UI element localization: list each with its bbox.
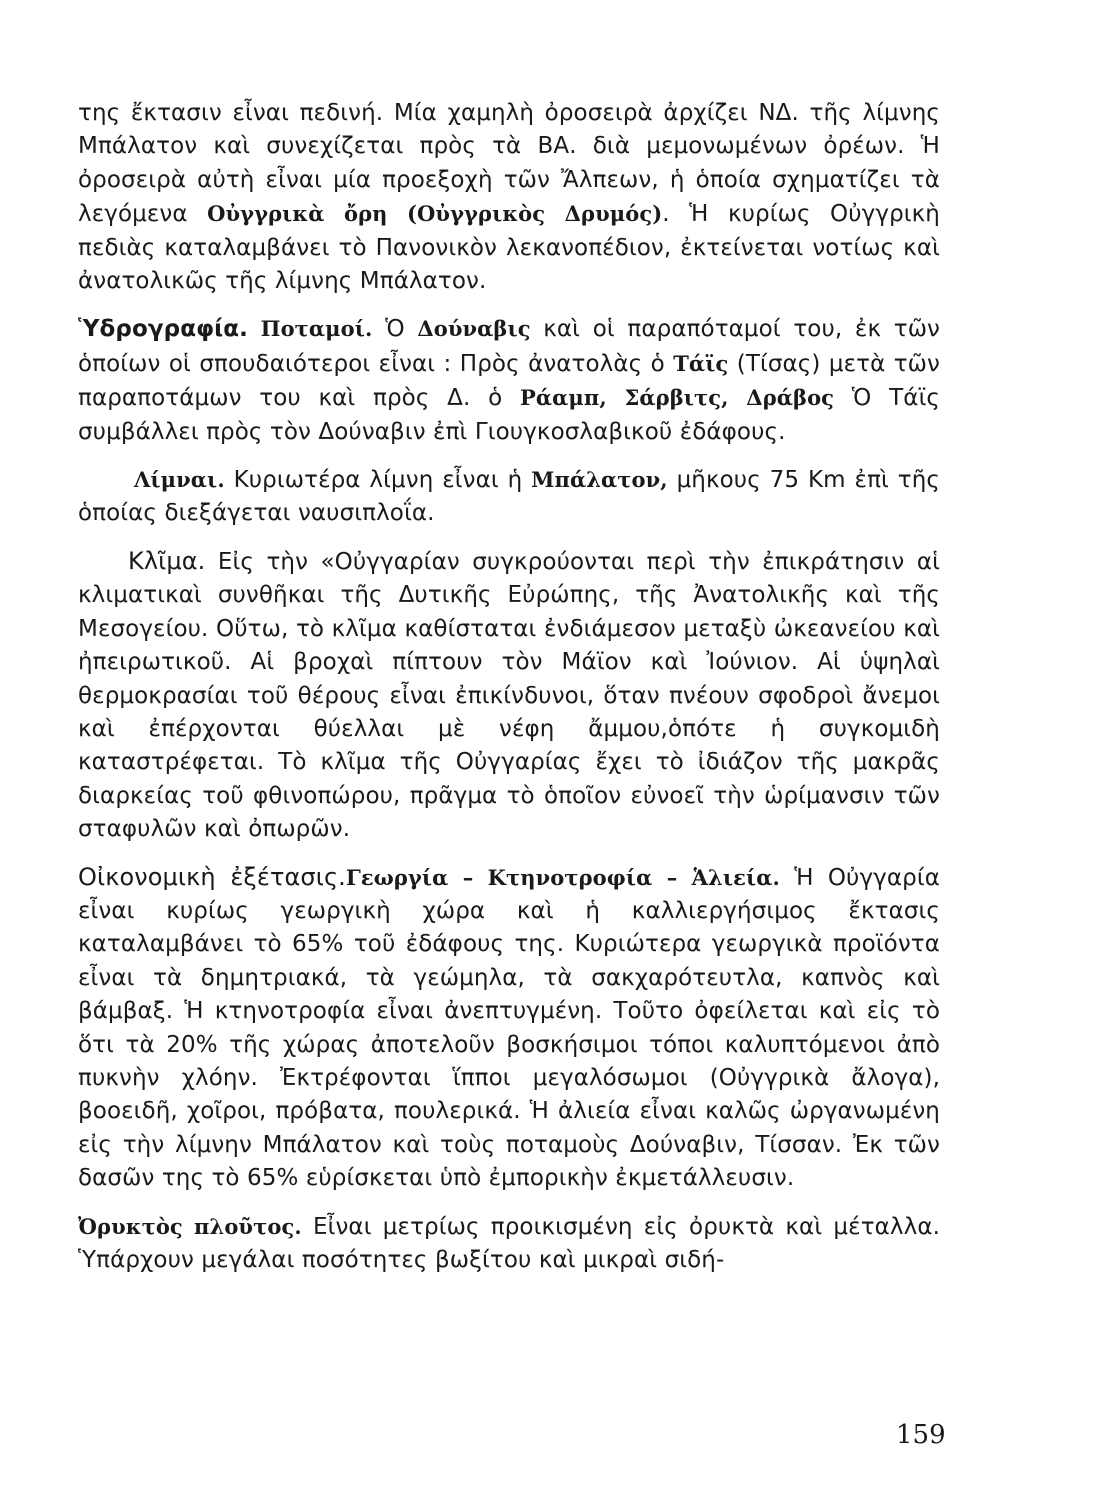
text: Ἡ Οὐγγαρία εἶναι κυρίως γεωργικὴ χώρα καὶ ἡ καλλιεργήσιμος ἔκτασις καταλαμβάνει τὸ 65% τοῦ ἐδάφους της. Κυριώτερα γεωργικὰ προϊόντα εἶναι τὰ δημητριακά, τὰ γεώμηλα, τὰ σακχαρότευτλα, καπνὸς καὶ βάμβαξ. Ἡ κτηνοτροφία εἶναι ἀνεπτυγμένη. Τοῦτο ὀφείλεται καὶ εἰς τὸ ὅτι τὰ 20% τῆς χώρας ἀποτελοῦν βοσκήσιμοι τόποι καλυπτόμενοι ἀπὸ πυκνὴν χλόην. Ἐκτρέφονται ἵπποι μεγαλόσωμοι (Οὐγγρικὰ ἄλογα), βοοειδῆ, χοῖροι, πρόβατα, πουλερικά. Ἡ ἀλιεία εἶναι καλῶς ὠργανωμένη εἰς τὴν λίμνην Μπάλατον καὶ τοὺς ποταμοὺς Δούναβιν, Τίσσαν. Ἐκ τῶν δασῶν της τὸ 65% εὑρίσκεται ὑπὸ ἐμπορικὴν ἐκμετάλλευσιν. <box>78 864 940 1192</box>
subheading: Ὀρυκτὸς πλοῦτος. <box>78 1213 302 1239</box>
text: καὶ οἱ παραπόταμοί του, ἐκ τῶν ὁποίων οἱ σπουδαιότεροι εἶναι : Πρὸς ἀνατολὰς ὁ <box>78 316 941 377</box>
section-heading: Κλῖμα. <box>128 546 206 575</box>
text: Εἶναι μετρίως προικισμένη εἰς ὀρυκτὰ καὶ μέταλλα. Ὑπάρχουν μεγάλαι ποσότητες βωξίτου καὶ μικραὶ σιδή- <box>78 1213 940 1273</box>
text: Ὁ Τάϊς συμβάλλει πρὸς τὸν Δούναβιν ἐπὶ Γιουγκοσλαβικοῦ ἐδάφους. <box>78 385 940 445</box>
paragraph-climate <box>78 545 940 847</box>
bold-term: Οὐγγρικὰ ὄρη (Οὐγγρικὸς Δρυμός) <box>207 201 663 227</box>
subheading: Λίμναι. <box>134 467 225 493</box>
subheading: Ποταμοί. <box>260 316 373 342</box>
text: Κυριωτέρα λίμνη εἶναι ἡ <box>224 467 532 494</box>
text: της ἔκτασιν εἶναι πεδινή. Μία χαμηλὴ ὀροσειρὰ ἀρχίζει ΝΔ. τῆς λίμνης Μπάλατον καὶ συνεχίζεται πρὸς τὰ ΒΑ. διὰ μεμονωμένων ὀρέων. Ἡ ὀροσειρὰ αὐτὴ εἶναι μία προεξοχὴ τῶν Ἄλπεων, ἡ ὁποία σχηματίζει τὰ λεγόμενα <box>78 100 940 228</box>
paragraph-lakes <box>78 463 940 531</box>
bold-term: Μπάλατον, <box>531 467 668 493</box>
subheading: Γεωργία – Κτηνοτροφία – Ἁλιεία. <box>345 864 780 890</box>
page-body <box>78 97 940 1277</box>
text: . Ἡ κυρίως Οὐγγρικὴ πεδιὰς καταλαμβάνει τὸ Πανονικὸν λεκανοπέδιον, ἐκτείνεται νοτίως καὶ ἀνατολικῶς τῆς λίμνης Μπάλατον. <box>78 201 940 295</box>
text: Ὁ <box>372 316 418 343</box>
paragraph-minerals <box>78 1210 940 1278</box>
text: μῆκους 75 Km ἐπὶ τῆς ὁποίας διεξάγεται ναυσιπλοΐα. <box>78 467 940 527</box>
section-heading: Ὑδρογραφία. <box>78 316 248 343</box>
bold-term: Ράαμπ, Σάρβιτς, Δράβος <box>520 385 835 411</box>
paragraph-economy <box>78 861 940 1196</box>
bold-term: Δούναβις <box>417 316 531 342</box>
text: Εἰς τὴν «Οὐγγαρίαν συγκρούονται περὶ τὴν ἐπικράτησιν αἱ κλιματικαὶ συνθῆκαι τῆς Δυτικῆς Εὐρώπης, τῆς Ἀνατολικῆς καὶ τῆς Μεσογείου. Οὕτω, τὸ κλῖμα καθίσταται ἐνδιάμεσον μεταξὺ ὠκεανείου καὶ ἠπειρωτικοῦ. Αἱ βροχαὶ πίπτουν τὸν Μάϊον καὶ Ἰούνιον. Αἱ ὑψηλαὶ θερμοκρασίαι τοῦ θέρους εἶναι ἐπικίνδυνοι, ὅταν πνέουν σφοδροὶ ἄνεμοι καὶ ἐπέρχονται θύελλαι μὲ νέφη ἄμμου,ὁπότε ἡ συγκομιδὴ καταστρέφεται. Τὸ κλῖμα τῆς Οὐγγαρίας ἔχει τὸ ἰδιάζον τῆς μακρᾶς διαρκείας τοῦ φθινοπώρου, πρᾶγμα τὸ ὁποῖον εὐνοεῖ τὴν ὡρίμανσιν τῶν σταφυλῶν καὶ ὀπωρῶν. <box>78 548 940 843</box>
paragraph-relief <box>78 97 940 298</box>
bold-term: Τάϊς <box>673 350 729 376</box>
section-heading: Οἰκονομικὴ ἐξέτασις. <box>78 862 346 891</box>
paragraph-hydrography <box>78 312 940 449</box>
page-number: 159 <box>896 1420 946 1450</box>
text: (Τίσας) μετὰ τῶν παραποτάμων του καὶ πρὸς Δ. ὁ <box>78 350 940 412</box>
